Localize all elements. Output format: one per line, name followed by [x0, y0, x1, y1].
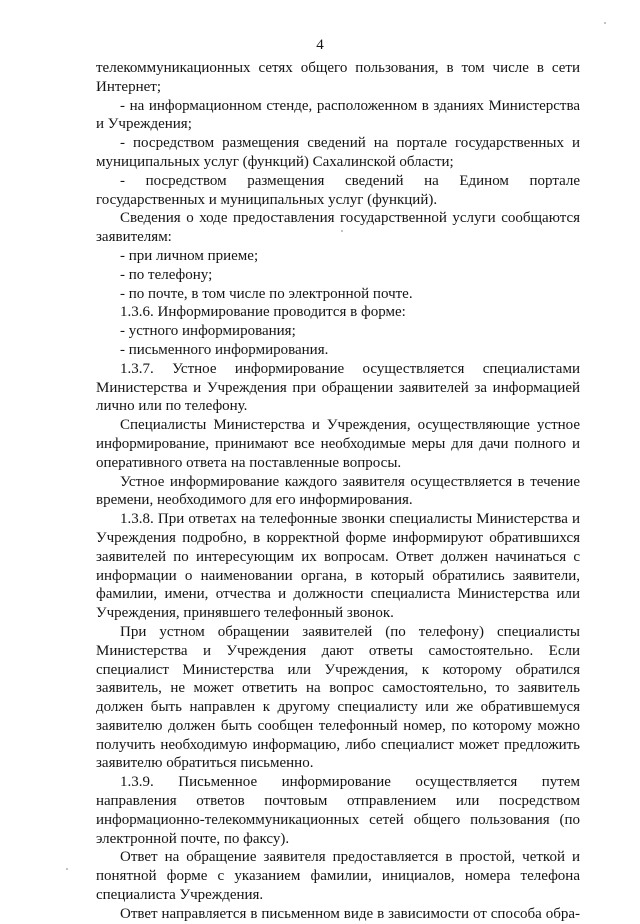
list-item-phone: - по телефону; [120, 266, 213, 283]
paragraph-progress-info: Сведения о ходе предоставления государственной услуги сообщаются заявителям: [96, 210, 580, 246]
paragraph-1-3-9: 1.3.9. Письменное информирование осуществляется путем направления ответов почтовым отправлением или посредством информационно-телекоммуникационных сетей общего пользования (по электронной почте, по факсу). [96, 774, 580, 847]
list-item-personal: - при личном приеме; [120, 247, 259, 264]
paragraph-specialists: Специалисты Министерства и Учреждения, осуществляющие устное информирование, принимают все необходимые меры для дачи полного и оперативного ответа на поставленные вопросы. [96, 417, 580, 471]
page-number: 4 [316, 37, 324, 53]
paragraph-oral-time: Устное информирование каждого заявителя осуществляется в течение времени, необходимого для его информирования. [96, 473, 580, 509]
list-item-oral: - устного информирования; [120, 323, 296, 340]
paragraph-answer-form: Ответ на обращение заявителя предоставляется в простой, четкой и понятной форме с указанием фамилии, инициалов, номера телефона специалиста Учреждения. [96, 849, 580, 904]
list-item-regional-portal: - посредством размещения сведений на портале государственных и муниципальных услуг (функций) Сахалинской области; [96, 135, 580, 170]
paragraph-oral-answers: При устном обращении заявителей (по телефону) специалисты Министерства и Учреждения дают ответы самостоятельно. Если специалист Министерства или Учреждения, к которому обратился заявитель, не может ответить на вопрос самостоятельно, то заявитель должен быть направлен к другому специалисту или же обратившемуся заявителю должен быть сообщен телефонный номер, по которому можно получить необходимую информацию, либо специалист может предложить заявителю обратиться письменно. [96, 623, 580, 772]
scan-speck [604, 22, 606, 24]
list-item-info-stand: - на информационном стенде, расположенном в зданиях Министерства и Учреждения; [96, 97, 580, 133]
body-text [96, 59, 580, 924]
list-item-unified-portal: - посредством размещения сведений на Едином портале государственных и муниципальных услуг (функций). [96, 172, 580, 208]
paragraph-answer-sent: Ответ направляется в письменном виде в зависимости от способа обра- [120, 905, 580, 922]
paragraph-continuation: телекоммуникационных сетях общего пользования, в том числе в сети Интернет; [96, 60, 580, 95]
scan-speck [66, 868, 68, 870]
list-item-written: - письменного информирования. [120, 341, 329, 358]
list-item-mail: - по почте, в том числе по электронной почте. [120, 285, 413, 302]
paragraph-1-3-6: 1.3.6. Информирование проводится в форме: [120, 304, 406, 321]
paragraph-1-3-8: 1.3.8. При ответах на телефонные звонки специалисты Министерства и Учреждения подробно, в корректной форме информируют обратившихся заявителей по интересующим их вопросам. Ответ должен начинаться с информации о наименовании органа, в который обратились заявители, фамилии, имени, отчества и должности специалиста Министерства или Учреждения, принявшего телефонный звонок. [96, 511, 580, 622]
scan-speck [341, 230, 343, 232]
paragraph-1-3-7: 1.3.7. Устное информирование осуществляется специалистами Министерства и Учреждения при обращении заявителей за информацией лично или по телефону. [96, 360, 580, 415]
